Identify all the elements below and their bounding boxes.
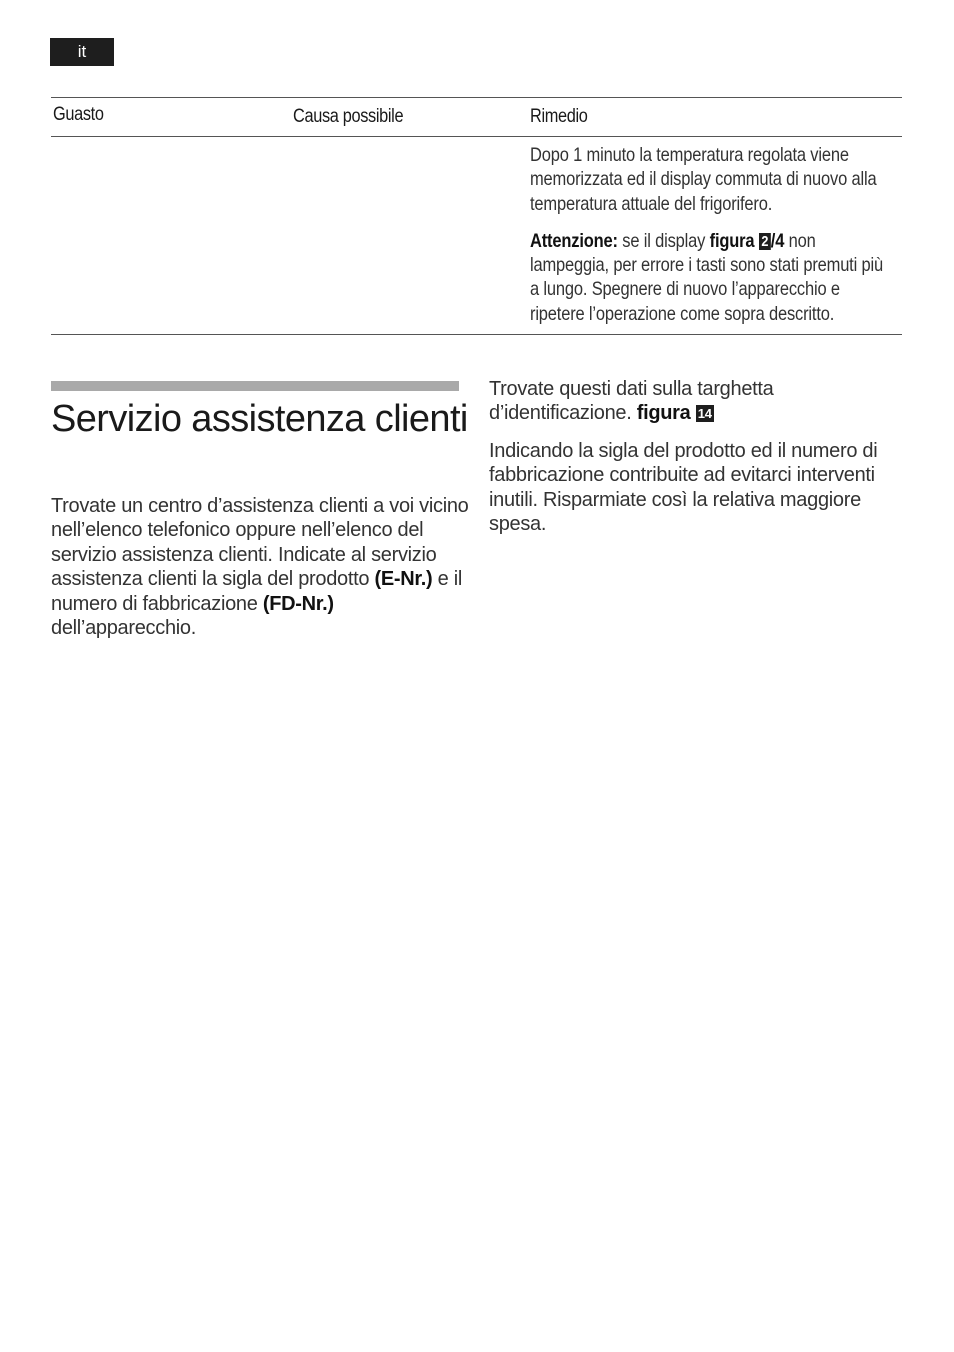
table-header-row [51,98,902,137]
figure-number-badge: 2 [759,233,771,250]
fd-nr-label: (FD-Nr.) [262,592,334,615]
left-text-a: Trovate un centro d’assistenza clienti a voi vicino nell’elenco telefonico oppure nell’elenco del servizio assistenza clienti. Indicate al servizio assistenza clienti la sigla del prodotto [51,495,469,591]
service-right-paragraph-2: Indicando la sigla del prodotto ed il numero di fabbricazione contribuite ad evitarci interventi inutili. Risparmiate così la relativa maggiore spesa. [489,439,878,536]
attention-label: Attenzione: [530,229,618,252]
figure-suffix: /4 [770,229,785,252]
left-text-c: dell’apparecchio. [51,617,196,640]
remedy-text-b: non lampeggia, per errore i tasti sono stati premuti più a lungo. Spegnere di nuovo l’apparecchio e ripetere l’operazione come sopra descritto. [530,229,883,325]
table-row [51,137,902,334]
right-text-1: Trovate questi dati sulla targhetta d’identificazione. [489,378,774,425]
figure-label: figura [709,229,755,252]
remedy-paragraph-2 [530,229,893,326]
header-remedy: Rimedio [530,106,588,127]
left-text-b: e il numero di fabbricazione [51,568,462,615]
service-left-paragraph [51,494,471,640]
troubleshooting-table [51,97,902,335]
e-nr-label: (E-Nr.) [374,568,433,591]
right-figure-number-badge: 14 [697,406,712,422]
header-cause: Causa possibile [293,106,404,127]
remedy-paragraph-1: Dopo 1 minuto la temperatura regolata viene memorizzata ed il display commuta di nuovo alla temperatura attuale del frigorifero. [530,144,877,215]
section-title: Servizio assistenza clienti [51,398,468,440]
language-badge: it [50,38,114,66]
service-right-column [489,377,889,549]
service-right-paragraph-1 [489,377,889,426]
right-figure-label: figura [636,402,691,425]
header-fault: Guasto [53,104,104,125]
section-divider-bar [51,381,459,391]
remedy-text-a: se il display [617,229,710,252]
